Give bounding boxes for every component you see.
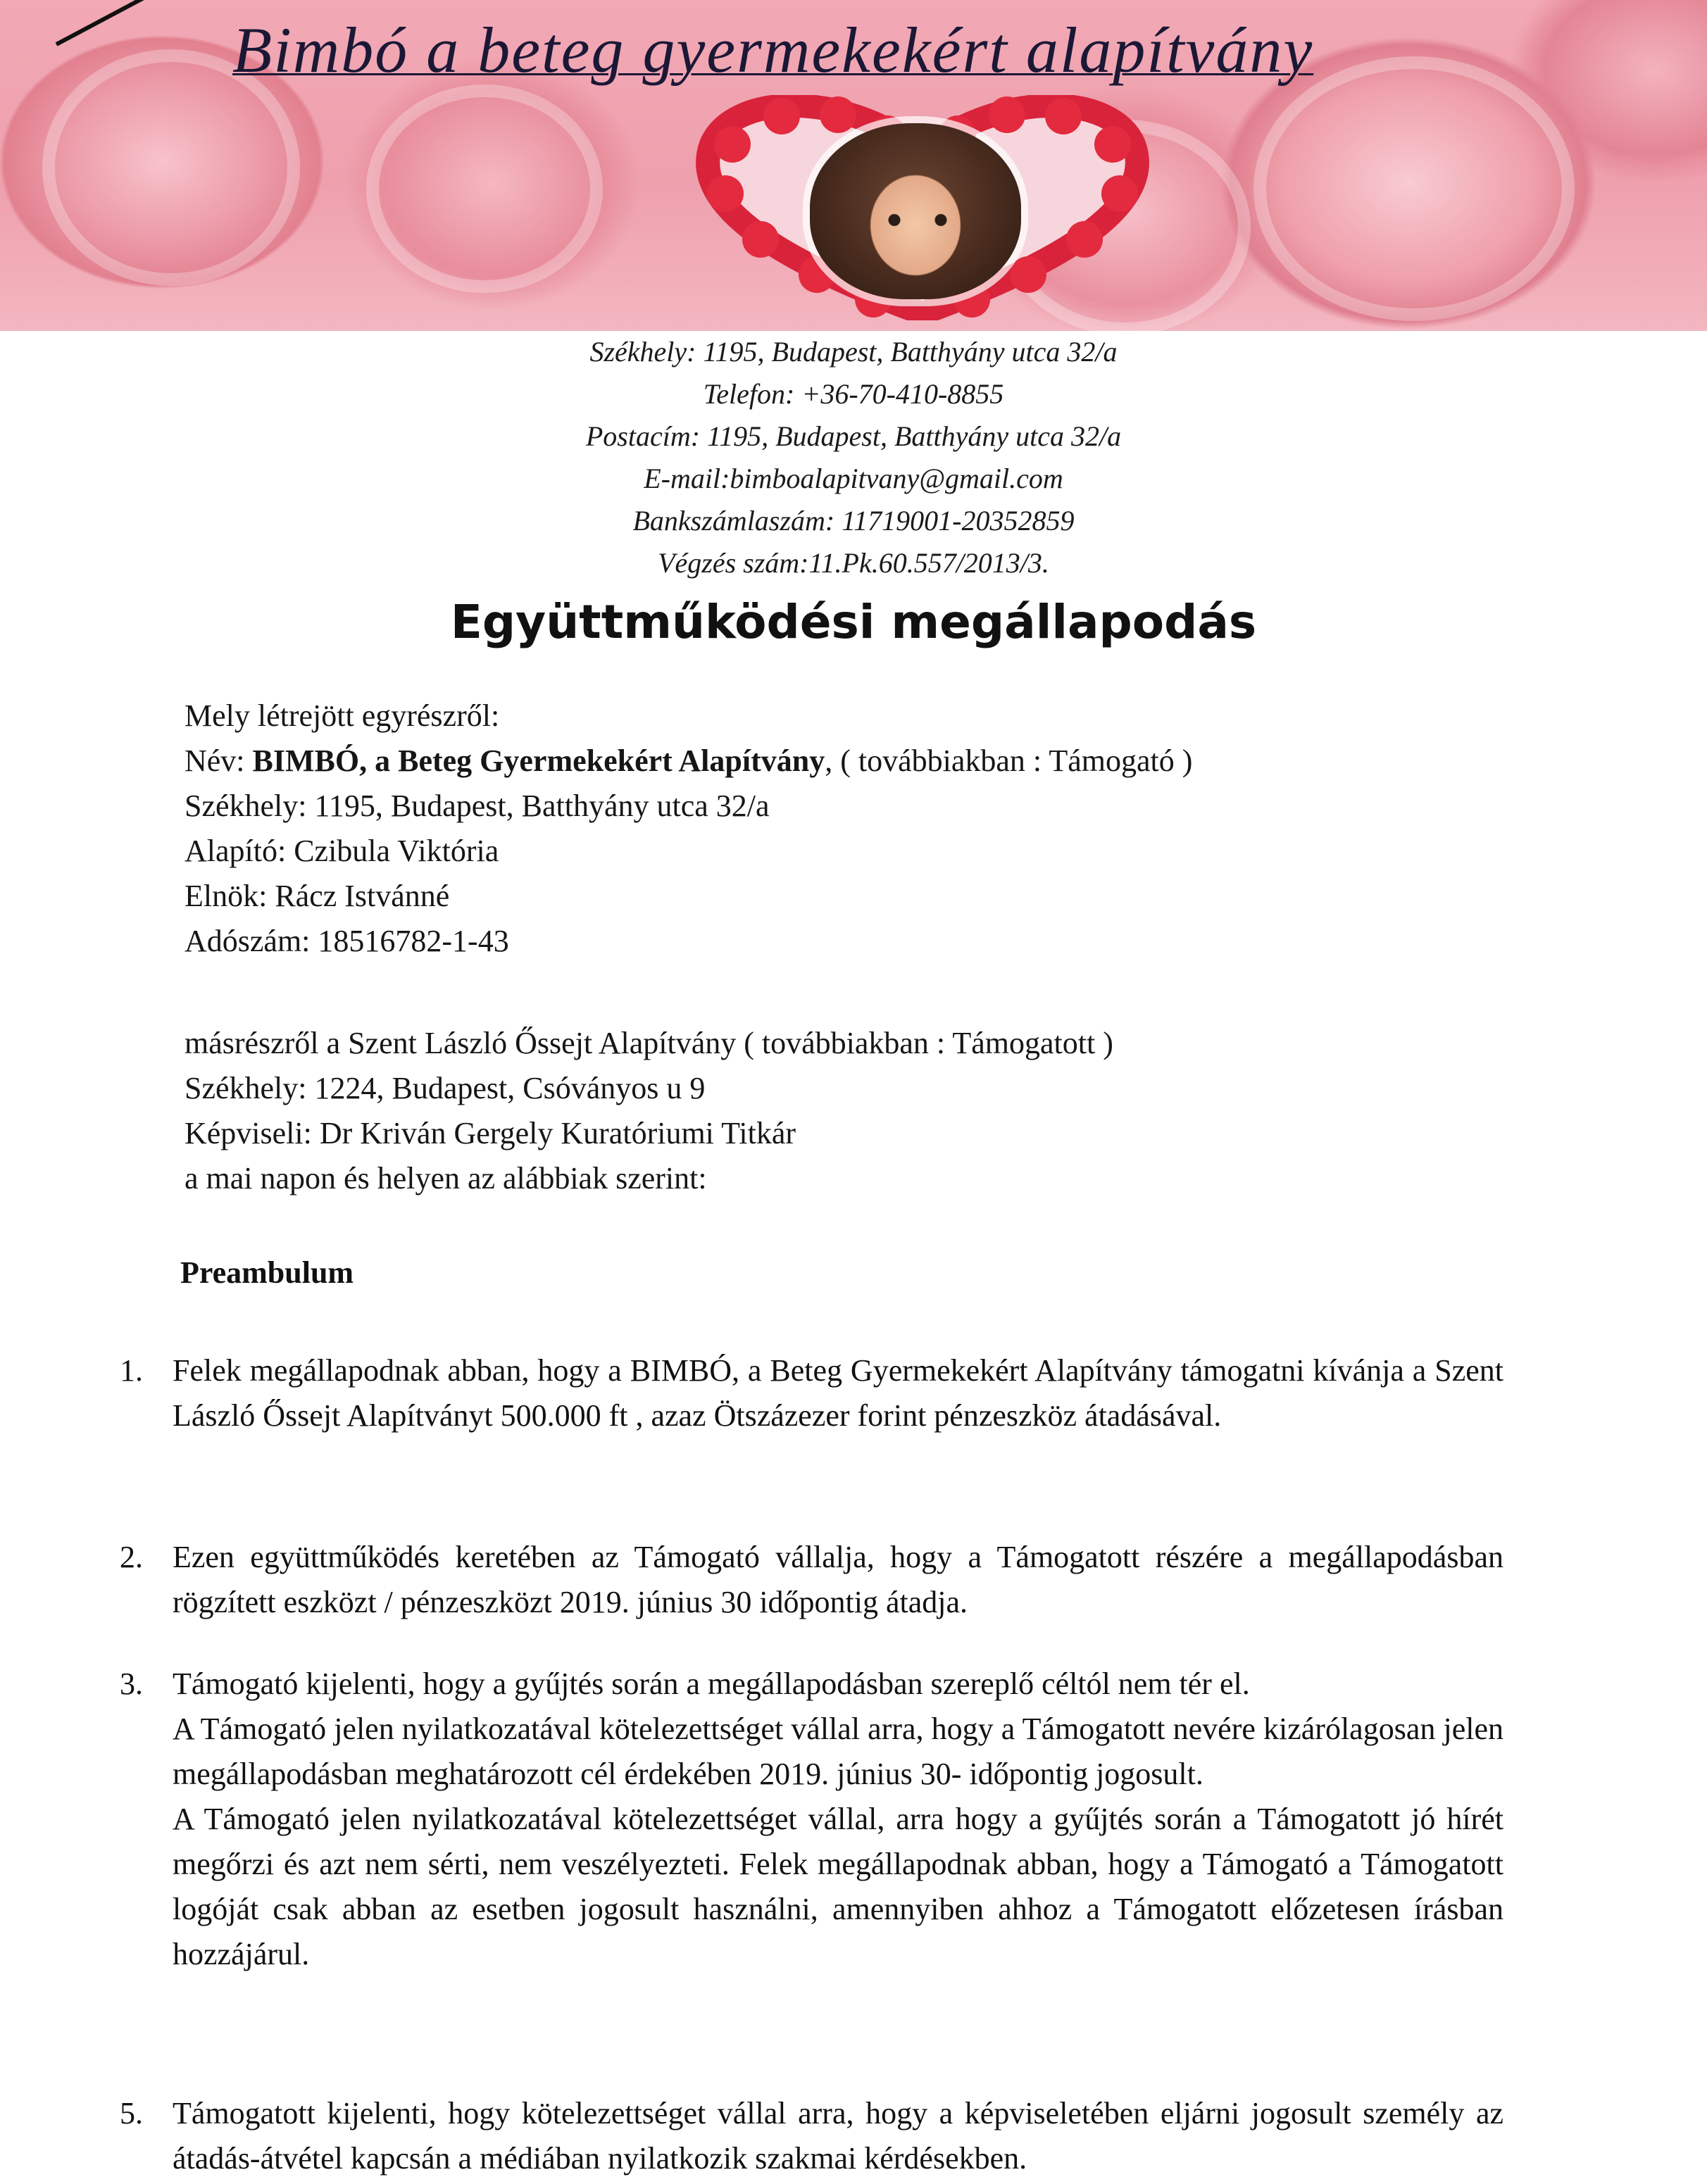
clause-text: Támogatott kijelenti, hogy kötelezettséget vállal arra, hogy a képviseletében eljárni jogosult személy az átadás-átvétel kapcsán a médiában nyilatkozik szakmai kérdésekben. [173, 2096, 1503, 2176]
party-one-name [185, 739, 1192, 784]
letterhead-ruling-number: Végzés szám:11.Pk.60.557/2013/3. [658, 547, 1049, 579]
party-one-tax-number: Adószám: 18516782-1-43 [185, 924, 509, 958]
clause-text: Felek megállapodnak abban, hogy a BIMBÓ, a Beteg Gyermekekért Alapítvány támogatni kívánja a Szent László Őssejt Alapítványt 500.000 ft , azaz Ötszázezer forint pénzeszköz átadásával. [173, 1353, 1503, 1433]
party-two-representative: Képviseli: Dr Kriván Gergely Kuratóriumi Titkár [185, 1116, 796, 1150]
name-label: Név: [185, 743, 253, 778]
header-banner [0, 0, 1707, 331]
party-two-block [185, 1021, 1113, 1201]
letterhead-seat: Székhely: 1195, Budapest, Batthyány utca 32/a [589, 336, 1118, 368]
party-one-founder: Alapító: Czibula Viktória [185, 834, 499, 868]
clause-text: Ezen együttműködés keretében az Támogató vállalja, hogy a Támogatott részére a megállapodásban rögzített eszközt / pénzeszközt 2019. június 30 időpontig átadja. [173, 1540, 1503, 1619]
pen-stroke-mark [56, 0, 151, 46]
letterhead-email: E-mail:bimboalapitvany@gmail.com [644, 463, 1063, 494]
party-one-intro: Mely létrejött egyrészről: [185, 698, 500, 733]
preamble-heading: Preambulum [180, 1255, 354, 1290]
banner-title: Bimbó a beteg gyermekekért alapítvány [232, 14, 1314, 86]
party-two-intro: másrészről a Szent László Őssejt Alapítvány ( továbbiakban : Támogatott ) [185, 1026, 1113, 1060]
clause-number: 5. [120, 2096, 143, 2130]
clause-number: 3. [120, 1667, 143, 1701]
party-one-seat: Székhely: 1195, Budapest, Batthyány utca 32/a [185, 789, 770, 823]
clause-paragraph: A Támogató jelen nyilatkozatával kötelezettséget vállal arra, hogy a Támogatott nevére kizárólagosan jelen megállapodásban meghatározott cél érdekében 2019. június 30- időpontig jogosult. [173, 1712, 1503, 1791]
party-one-name-bold: BIMBÓ, a Beteg Gyermekekért Alapítvány [252, 743, 825, 778]
party-one-block [185, 694, 1192, 964]
letterhead-contact-block [0, 331, 1707, 584]
rose-petal-decoration [1253, 56, 1575, 321]
child-photo [810, 123, 1021, 299]
letterhead-postal-address: Postacím: 1195, Budapest, Batthyány utca 32/a [585, 420, 1122, 452]
letterhead-bank-account: Bankszámlaszám: 11719001-20352859 [632, 505, 1075, 536]
letterhead-phone: Telefon: +36-70-410-8855 [703, 378, 1004, 410]
party-one-role: , ( továbbiakban : Támogató ) [825, 743, 1193, 778]
document-title: Együttműködési megállapodás [450, 595, 1257, 649]
clause-paragraph: A Támogató jelen nyilatkozatával kötelezettséget vállal, arra hogy a gyűjtés során a Támogatott jó hírét megőrzi és azt nem sérti, nem veszélyezteti. Felek megállapodnak abban, hogy a Támogató a Támogatott logóját csak abban az esetben jogosult használni, amennyiben ahhoz a Támogatott előzetesen írásban hozzájárul. [173, 1802, 1503, 1971]
party-two-closing: a mai napon és helyen az alábbiak szerint: [185, 1161, 707, 1195]
clause-number: 2. [120, 1540, 143, 1574]
clause-text: Támogató kijelenti, hogy a gyűjtés során a megállapodásban szereplő céltól nem tér el. [173, 1667, 1250, 1701]
party-one-president: Elnök: Rácz Istvánné [185, 879, 450, 913]
party-two-seat: Székhely: 1224, Budapest, Csóványos u 9 [185, 1071, 706, 1105]
clause-number: 1. [120, 1353, 143, 1388]
rose-petal-decoration [366, 84, 603, 293]
